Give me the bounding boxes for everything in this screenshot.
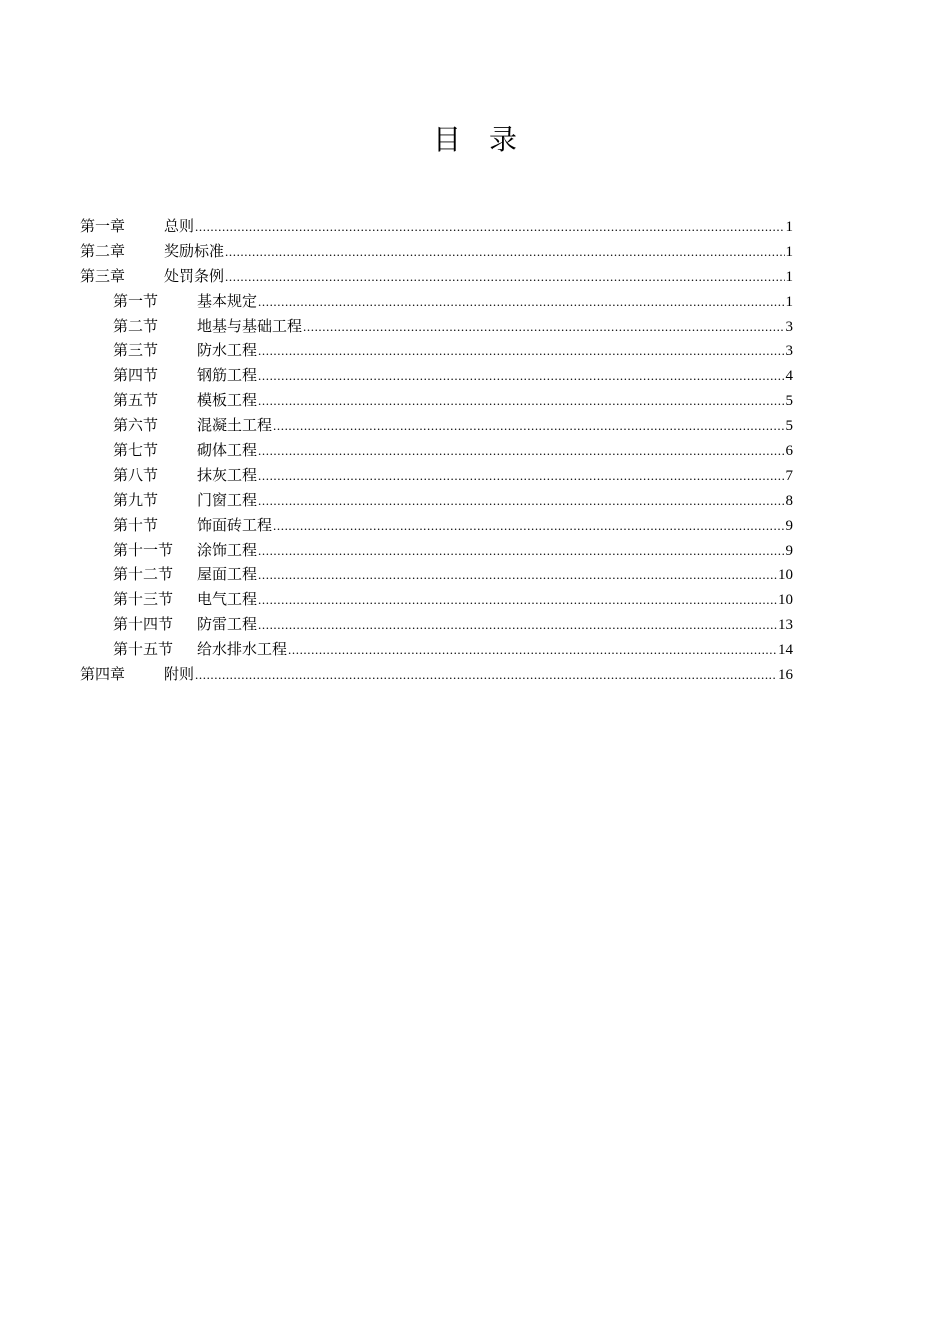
toc-entry-number: 第二节 — [113, 316, 159, 335]
dot-leader — [258, 539, 784, 564]
toc-entry-title: 防雷工程 — [197, 615, 258, 634]
toc-section-entry[interactable] — [80, 338, 793, 363]
toc-chapter-entry[interactable] — [80, 264, 793, 289]
dot-leader — [273, 514, 784, 539]
title-char: 目 — [432, 123, 461, 156]
dot-leader — [258, 489, 784, 514]
toc-entry-title: 砌体工程 — [197, 441, 258, 460]
toc-entry-title: 电气工程 — [197, 590, 258, 609]
toc-section-entry[interactable] — [80, 388, 793, 413]
toc-entry-number: 第十二节 — [113, 565, 174, 584]
toc-entry-page-number: 9 — [785, 517, 793, 534]
toc-entry-page-number: 5 — [785, 418, 793, 435]
dot-leader — [225, 240, 784, 265]
title-char: 录 — [489, 123, 518, 156]
dot-leader — [258, 364, 784, 389]
toc-entry-page-number: 4 — [785, 368, 793, 385]
toc-entry-page-number: 1 — [785, 293, 793, 310]
toc-entry-number: 第十一节 — [113, 540, 174, 559]
toc-section-entry[interactable] — [80, 637, 793, 662]
toc-entry-page-number: 10 — [778, 567, 793, 584]
toc-entry-page-number: 3 — [785, 343, 793, 360]
toc-entry-title: 基本规定 — [197, 291, 258, 310]
toc-entry-title: 附则 — [164, 665, 195, 684]
dot-leader — [258, 613, 777, 638]
dot-leader — [195, 663, 777, 688]
toc-section-entry[interactable] — [80, 289, 793, 314]
toc-entry-title: 给水排水工程 — [197, 640, 288, 659]
toc-entry-page-number: 10 — [778, 592, 793, 609]
toc-section-entry[interactable] — [80, 463, 793, 488]
toc-section-entry[interactable] — [80, 562, 793, 587]
toc-entry-page-number: 9 — [785, 542, 793, 559]
toc-entry-title: 抹灰工程 — [197, 465, 258, 484]
toc-section-entry[interactable] — [80, 612, 793, 637]
dot-leader — [258, 339, 784, 364]
toc-section-entry[interactable] — [80, 513, 793, 538]
dot-leader — [258, 563, 777, 588]
toc-entry-number: 第四节 — [113, 366, 159, 385]
dot-leader — [258, 389, 784, 414]
toc-entry-number: 第二章 — [80, 241, 126, 260]
dot-leader — [258, 290, 784, 315]
toc-section-entry[interactable] — [80, 314, 793, 339]
toc-entry-page-number: 7 — [785, 467, 793, 484]
toc-entry-title: 奖励标准 — [164, 241, 225, 260]
toc-entry-number: 第八节 — [113, 465, 159, 484]
toc-entry-number: 第十五节 — [113, 640, 174, 659]
toc-entry-number: 第七节 — [113, 441, 159, 460]
toc-entry-page-number: 1 — [785, 268, 793, 285]
toc-chapter-entry[interactable] — [80, 662, 793, 687]
toc-entry-title: 门窗工程 — [197, 490, 258, 509]
toc-entry-title: 总则 — [164, 217, 195, 235]
toc-entry-number: 第一章 — [80, 217, 126, 235]
toc-entry-page-number: 14 — [778, 642, 793, 659]
dot-leader — [195, 215, 784, 240]
toc-entry-page-number: 3 — [785, 318, 793, 335]
toc-entry-number: 第五节 — [113, 391, 159, 410]
toc-entry-page-number: 13 — [778, 617, 793, 634]
toc-entry-number: 第三章 — [80, 266, 126, 285]
toc-entry-page-number: 1 — [785, 219, 793, 235]
toc-section-entry[interactable] — [80, 413, 793, 438]
dot-leader — [225, 265, 784, 290]
toc-entry-title: 饰面砖工程 — [197, 515, 273, 534]
toc-entry-number: 第三节 — [113, 341, 159, 360]
toc-section-entry[interactable] — [80, 587, 793, 612]
dot-leader — [288, 638, 777, 663]
toc-entry-title: 地基与基础工程 — [197, 316, 303, 335]
toc-entry-number: 第十四节 — [113, 615, 174, 634]
toc-entry-number: 第一节 — [113, 291, 159, 310]
toc-section-entry[interactable] — [80, 363, 793, 388]
toc-entry-number: 第十节 — [113, 515, 159, 534]
toc-entry-page-number: 1 — [785, 243, 793, 260]
toc-entry-title: 钢筋工程 — [197, 366, 258, 385]
table-of-contents — [80, 214, 793, 687]
toc-entry-title: 模板工程 — [197, 391, 258, 410]
toc-entry-title: 处罚条例 — [164, 266, 225, 285]
toc-entry-page-number: 5 — [785, 393, 793, 410]
toc-entry-number: 第十三节 — [113, 590, 174, 609]
toc-entry-number: 第四章 — [80, 665, 126, 684]
toc-chapter-entry[interactable] — [80, 239, 793, 264]
toc-chapter-entry[interactable] — [80, 214, 793, 239]
dot-leader — [258, 439, 784, 464]
toc-entry-page-number: 6 — [785, 443, 793, 460]
toc-section-entry[interactable] — [80, 438, 793, 463]
toc-entry-number: 第六节 — [113, 416, 159, 435]
dot-leader — [258, 588, 777, 613]
page-title — [0, 118, 950, 162]
dot-leader — [273, 414, 784, 439]
toc-entry-number: 第九节 — [113, 490, 159, 509]
toc-entry-title: 涂饰工程 — [197, 540, 258, 559]
toc-entry-title: 混凝土工程 — [197, 416, 273, 435]
toc-entry-title: 防水工程 — [197, 341, 258, 360]
toc-entry-title: 屋面工程 — [197, 565, 258, 584]
toc-entry-page-number: 16 — [778, 667, 793, 684]
toc-section-entry[interactable] — [80, 538, 793, 563]
toc-section-entry[interactable] — [80, 488, 793, 513]
toc-entry-page-number: 8 — [785, 492, 793, 509]
dot-leader — [303, 315, 784, 340]
dot-leader — [258, 464, 784, 489]
